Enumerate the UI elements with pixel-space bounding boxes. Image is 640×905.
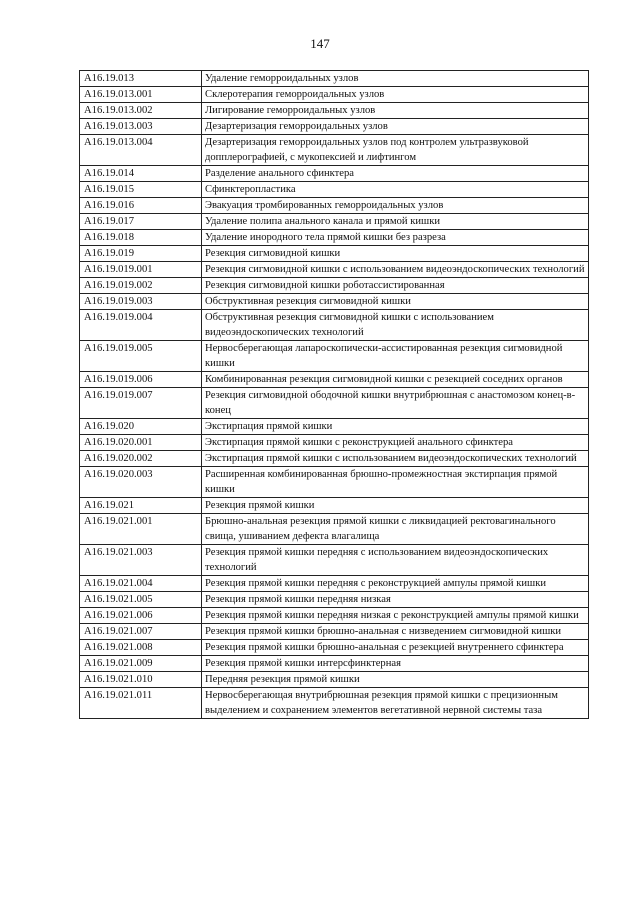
procedure-name: Экстирпация прямой кишки с использованием видеоэндоскопических технологий (202, 451, 589, 467)
procedure-name: Нервосберегающая лапароскопически-ассистированная резекция сигмовидной кишки (202, 341, 589, 372)
procedure-name: Удаление полипа анального канала и прямой кишки (202, 214, 589, 230)
procedure-name: Сфинктеропластика (202, 182, 589, 198)
table-row (80, 419, 589, 435)
procedure-name: Удаление геморроидальных узлов (202, 71, 589, 87)
table-row (80, 103, 589, 119)
procedure-name: Эвакуация тромбированных геморроидальных узлов (202, 198, 589, 214)
procedure-code: A16.19.016 (80, 198, 202, 214)
procedure-name: Резекция сигмовидной ободочной кишки внутрибрюшная с анастомозом конец-в-конец (202, 388, 589, 419)
procedure-code: A16.19.018 (80, 230, 202, 246)
procedure-code: A16.19.020.001 (80, 435, 202, 451)
procedure-name: Брюшно-анальная резекция прямой кишки с ликвидацией ректовагинального свища, ушиванием дефекта влагалища (202, 514, 589, 545)
table-row (80, 467, 589, 498)
table-row (80, 182, 589, 198)
procedure-name: Резекция сигмовидной кишки (202, 246, 589, 262)
procedure-code: A16.19.020 (80, 419, 202, 435)
table-row (80, 498, 589, 514)
table-row (80, 278, 589, 294)
procedure-code: A16.19.021.001 (80, 514, 202, 545)
procedures-table (79, 70, 589, 719)
table-row (80, 608, 589, 624)
procedure-code: A16.19.021.009 (80, 656, 202, 672)
procedure-code: A16.19.021.006 (80, 608, 202, 624)
procedure-code: A16.19.019.002 (80, 278, 202, 294)
table-row (80, 262, 589, 278)
table-row (80, 341, 589, 372)
table-row (80, 87, 589, 103)
procedure-code: A16.19.015 (80, 182, 202, 198)
procedure-name: Резекция прямой кишки передняя с использованием видеоэндоскопических технологий (202, 545, 589, 576)
procedure-name: Экстирпация прямой кишки с реконструкцией анального сфинктера (202, 435, 589, 451)
table-row (80, 592, 589, 608)
table-row (80, 640, 589, 656)
procedure-code: A16.19.021.008 (80, 640, 202, 656)
procedure-code: A16.19.019.003 (80, 294, 202, 310)
procedure-name: Лигирование геморроидальных узлов (202, 103, 589, 119)
procedure-code: A16.19.020.002 (80, 451, 202, 467)
table-row (80, 135, 589, 166)
table-row (80, 545, 589, 576)
page-number: 147 (310, 36, 330, 51)
table-row (80, 119, 589, 135)
procedure-name: Комбинированная резекция сигмовидной кишки с резекцией соседних органов (202, 372, 589, 388)
procedure-name: Резекция прямой кишки передняя низкая с реконструкцией ампулы прямой кишки (202, 608, 589, 624)
procedure-code: A16.19.013 (80, 71, 202, 87)
table-row (80, 310, 589, 341)
procedure-code: A16.19.021.003 (80, 545, 202, 576)
procedure-code: A16.19.021.005 (80, 592, 202, 608)
procedure-name: Разделение анального сфинктера (202, 166, 589, 182)
procedure-name: Удаление инородного тела прямой кишки без разреза (202, 230, 589, 246)
procedure-code: A16.19.019.006 (80, 372, 202, 388)
procedure-code: A16.19.021.004 (80, 576, 202, 592)
procedure-code: A16.19.019.001 (80, 262, 202, 278)
table-row (80, 688, 589, 719)
procedure-code: A16.19.013.002 (80, 103, 202, 119)
table-row (80, 246, 589, 262)
table-row (80, 214, 589, 230)
procedure-name: Склеротерапия геморроидальных узлов (202, 87, 589, 103)
procedure-code: A16.19.021.010 (80, 672, 202, 688)
procedure-name: Резекция прямой кишки передняя с реконструкцией ампулы прямой кишки (202, 576, 589, 592)
procedure-name: Дезартеризация геморроидальных узлов (202, 119, 589, 135)
table-row (80, 372, 589, 388)
table-row (80, 166, 589, 182)
procedure-code: A16.19.019.004 (80, 310, 202, 341)
procedure-name: Резекция прямой кишки передняя низкая (202, 592, 589, 608)
table-row (80, 672, 589, 688)
procedure-code: A16.19.013.003 (80, 119, 202, 135)
table-row (80, 576, 589, 592)
table-row (80, 514, 589, 545)
procedure-name: Резекция сигмовидной кишки роботассистированная (202, 278, 589, 294)
procedure-name: Резекция прямой кишки брюшно-анальная с низведением сигмовидной кишки (202, 624, 589, 640)
procedure-code: A16.19.019.005 (80, 341, 202, 372)
table-row (80, 198, 589, 214)
table-row (80, 435, 589, 451)
procedure-name: Передняя резекция прямой кишки (202, 672, 589, 688)
procedure-name: Расширенная комбинированная брюшно-промежностная экстирпация прямой кишки (202, 467, 589, 498)
procedure-name: Резекция прямой кишки интерсфинктерная (202, 656, 589, 672)
table-row (80, 71, 589, 87)
table-row (80, 230, 589, 246)
table-row (80, 294, 589, 310)
procedure-code: A16.19.021 (80, 498, 202, 514)
table-row (80, 451, 589, 467)
procedure-name: Нервосберегающая внутрибрюшная резекция прямой кишки с прецизионным выделением и сохранением элементов вегетативной нервной системы таза (202, 688, 589, 719)
procedure-code: A16.19.014 (80, 166, 202, 182)
procedure-name: Обструктивная резекция сигмовидной кишки (202, 294, 589, 310)
procedure-code: A16.19.017 (80, 214, 202, 230)
procedure-name: Экстирпация прямой кишки (202, 419, 589, 435)
procedure-name: Дезартеризация геморроидальных узлов под контролем ультразвуковой допплерографией, с мукопексией и лифтингом (202, 135, 589, 166)
procedure-name: Резекция прямой кишки брюшно-анальная с резекцией внутреннего сфинктера (202, 640, 589, 656)
procedure-name: Резекция прямой кишки (202, 498, 589, 514)
procedure-code: A16.19.019.007 (80, 388, 202, 419)
table-row (80, 624, 589, 640)
procedure-code: A16.19.021.007 (80, 624, 202, 640)
procedure-name: Резекция сигмовидной кишки с использованием видеоэндоскопических технологий (202, 262, 589, 278)
procedure-code: A16.19.013.001 (80, 87, 202, 103)
procedure-code: A16.19.019 (80, 246, 202, 262)
procedure-code: A16.19.021.011 (80, 688, 202, 719)
table-row (80, 388, 589, 419)
table-row (80, 656, 589, 672)
procedure-code: A16.19.013.004 (80, 135, 202, 166)
procedures-table-body (80, 71, 589, 719)
procedure-code: A16.19.020.003 (80, 467, 202, 498)
procedure-name: Обструктивная резекция сигмовидной кишки с использованием видеоэндоскопических технологий (202, 310, 589, 341)
